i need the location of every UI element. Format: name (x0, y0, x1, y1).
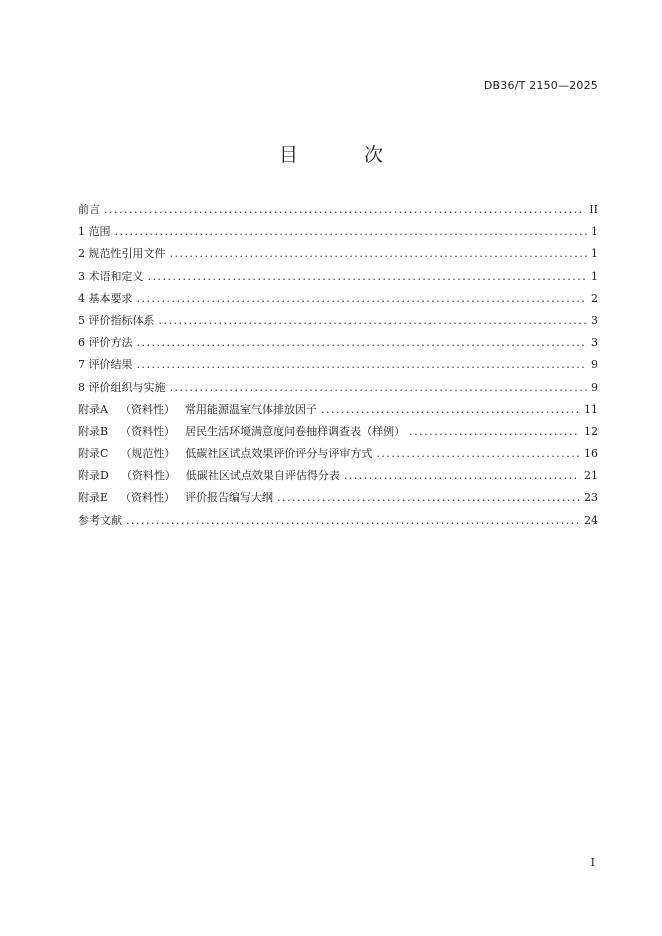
dot-leader (409, 421, 580, 443)
toc-title: 目 次 (278, 144, 414, 166)
dot-leader (115, 221, 588, 243)
toc-entry-label: 参考文献 (78, 513, 122, 527)
appendix-type-tag: （资料性） (120, 491, 176, 505)
toc-entry-indicator-system[interactable] (78, 310, 598, 332)
toc-entry-label: 2 规范性引用文件 (78, 247, 166, 261)
toc-entry-label (78, 443, 372, 465)
toc-entry-scope[interactable] (78, 221, 598, 243)
table-of-contents (78, 199, 598, 532)
toc-page-number: 9 (591, 380, 598, 394)
dot-leader (148, 266, 588, 288)
dot-leader (159, 310, 588, 332)
toc-entry-evaluation-results[interactable] (78, 354, 598, 376)
toc-page-number: 3 (591, 336, 598, 350)
toc-entry-appendix-a[interactable] (78, 399, 598, 421)
toc-entry-terms-definitions[interactable] (78, 266, 598, 288)
toc-page-number: II (589, 203, 598, 216)
dot-leader (137, 354, 588, 376)
toc-entry-label: 前言 (78, 203, 100, 216)
toc-page-number: 24 (584, 513, 598, 527)
appendix-prefix: 附录B (78, 424, 109, 438)
footer-page-number: I (590, 856, 595, 869)
toc-entry-organization-implementation[interactable] (78, 377, 598, 399)
appendix-name: 居民生活环境满意度问卷抽样调查表（样例） (185, 424, 406, 438)
toc-page-number: 1 (591, 247, 598, 261)
toc-entry-label: 3 术语和定义 (78, 269, 144, 283)
dot-leader (137, 288, 588, 310)
toc-page-number: 2 (591, 291, 598, 305)
dot-leader (104, 199, 585, 221)
dot-leader (170, 377, 588, 399)
toc-entry-bibliography[interactable] (78, 510, 598, 532)
toc-entry-normative-references[interactable] (78, 243, 598, 265)
appendix-prefix: 附录D (78, 469, 109, 483)
document-code: DB36/T 2150—2025 (483, 79, 598, 92)
dot-leader (376, 443, 580, 465)
appendix-name: 低碳社区试点效果自评估得分表 (185, 469, 340, 483)
toc-entry-label: 4 基本要求 (78, 291, 133, 305)
toc-entry-label: 1 范围 (78, 225, 111, 239)
toc-page-number: 1 (591, 225, 598, 239)
appendix-prefix: 附录C (78, 447, 109, 461)
appendix-prefix: 附录E (78, 491, 109, 505)
toc-page-number: 11 (584, 402, 598, 416)
toc-entry-label: 6 评价方法 (78, 336, 133, 350)
toc-entry-foreword[interactable] (78, 199, 598, 221)
toc-page-number: 23 (584, 491, 598, 505)
toc-entry-label: 7 评价结果 (78, 358, 133, 372)
appendix-type-tag: （资料性） (120, 424, 176, 438)
appendix-name: 评价报告编写大纲 (185, 491, 274, 505)
toc-entry-appendix-c[interactable] (78, 443, 598, 465)
toc-page-number: 12 (584, 424, 598, 438)
toc-page-number: 21 (584, 469, 598, 483)
toc-entry-appendix-d[interactable] (78, 465, 598, 487)
dot-leader (137, 332, 588, 354)
toc-entry-appendix-b[interactable] (78, 421, 598, 443)
toc-entry-evaluation-method[interactable] (78, 332, 598, 354)
toc-page-number: 3 (591, 313, 598, 327)
dot-leader (170, 243, 588, 265)
toc-entry-label (78, 421, 405, 443)
toc-page-number: 1 (591, 269, 598, 283)
dot-leader (277, 487, 580, 509)
dot-leader (321, 399, 580, 421)
dot-leader (126, 510, 580, 532)
dot-leader (344, 465, 580, 487)
appendix-name: 常用能源温室气体排放因子 (184, 402, 317, 416)
toc-entry-label (78, 487, 273, 509)
toc-entry-label: 5 评价指标体系 (78, 313, 155, 327)
toc-entry-label: 8 评价组织与实施 (78, 380, 166, 394)
toc-entry-basic-requirements[interactable] (78, 288, 598, 310)
appendix-name: 低碳社区试点效果评价评分与评审方式 (185, 447, 373, 461)
toc-entry-appendix-e[interactable] (78, 487, 598, 509)
toc-page-number: 9 (591, 358, 598, 372)
appendix-prefix: 附录A (78, 402, 108, 416)
toc-page-number: 16 (584, 447, 598, 461)
appendix-type-tag: （规范性） (120, 447, 176, 461)
toc-entry-label (78, 399, 317, 421)
toc-entry-label (78, 465, 340, 487)
appendix-type-tag: （资料性） (119, 402, 175, 416)
appendix-type-tag: （资料性） (120, 469, 176, 483)
